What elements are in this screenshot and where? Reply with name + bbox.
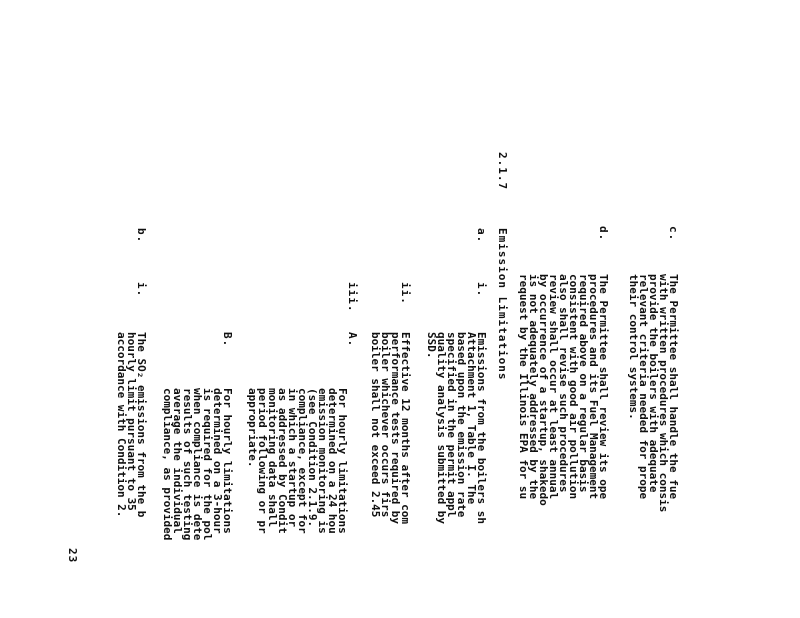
text-line: For hourly limitations (336, 388, 349, 534)
text-line: (see Condition 2.1.9. (306, 388, 319, 528)
text-line: based upon the emission rate (455, 332, 468, 518)
item-a-ii-label: ii. (399, 282, 412, 305)
text-line: results of such testing (181, 388, 194, 541)
item-c-text (628, 274, 678, 512)
text-line: request by the Illinois EPA for su (517, 274, 530, 500)
text-line: compliance, as provided (161, 388, 174, 541)
text-line: also shall revise such procedures (557, 274, 570, 493)
text-line: appropriate. (246, 388, 259, 468)
text-line: The Permittee shall handle the fue (667, 274, 680, 500)
item-b-label: b. (135, 228, 148, 244)
item-a-label: a. (475, 228, 488, 244)
item-d-label: d. (597, 226, 610, 242)
section-heading: Emission Limitations (496, 228, 509, 381)
text-line: boiler whichever occurs firs (379, 332, 392, 518)
text-line: consistent with good air pollution (567, 274, 580, 500)
text-line: boiler shall not exceed 2.45 (369, 332, 382, 518)
item-a-ii-text (370, 332, 410, 524)
item-a-i-text (426, 332, 486, 524)
item-a-i-label: i. (475, 282, 488, 298)
item-b-i-text (116, 332, 146, 517)
text-line: as addressed by Condit (276, 388, 289, 534)
section-number: 2.1.7 (496, 152, 509, 191)
text-line: specified in the permit appl (445, 332, 458, 518)
text-line: The Permittee shall review its ope (597, 274, 610, 500)
item-a-iii-label: iii. (346, 282, 359, 313)
text-line: with written procedures which consis (657, 274, 670, 513)
text-line: procedures and its Fuel Management (587, 274, 600, 500)
item-b-i-label: i. (135, 282, 148, 298)
text-line: is required for the pol (201, 388, 214, 541)
text-line: monitoring data shall (266, 388, 279, 528)
text-line: provide the boilers with adequate (647, 274, 660, 493)
text-line: relevant criteria needed for prope (637, 274, 650, 500)
text-line: Attachment 1, Table I. The (465, 332, 478, 505)
text-line: average the individual (171, 388, 184, 534)
text-line: Effective 12 months after com (399, 332, 412, 525)
text-line: SSD. (425, 332, 438, 359)
text-line: required above on a regular basis (577, 274, 590, 493)
text-line: by occurrence of a startup, shakedo (537, 274, 550, 506)
item-d-text (518, 274, 608, 506)
text-line: emission monitoring is (316, 388, 329, 534)
text-line: when compliance is dete (191, 388, 204, 541)
item-a-iii-A-label: A. (346, 332, 359, 348)
text-line: in which a startup or (286, 388, 299, 528)
text-line: determined on a 24 hou (326, 388, 339, 534)
text-line: compliance, except for (296, 388, 309, 534)
text-line: Emissions from the boilers sh (475, 332, 488, 525)
text-line: accordance with Condition 2. (115, 332, 128, 518)
text-line: is not adequately addressed by the (527, 274, 540, 500)
text-line: For hourly limitations (221, 388, 234, 534)
item-a-iii-B-text (162, 388, 232, 540)
text-line: The SO₂ emissions from the b (135, 332, 148, 518)
text-line: performance tests required by (389, 332, 402, 525)
text-line: their control systems. (627, 274, 640, 420)
page-number: 23 (66, 548, 79, 564)
text-line: determined on a 3-hour (211, 388, 224, 534)
item-a-iii-A-text (247, 388, 347, 534)
item-c-label: c. (667, 226, 680, 242)
item-a-iii-B-label: B. (221, 332, 234, 348)
text-line: review shall occur at least annual (547, 274, 560, 500)
text-line: hourly limit pursuant to 35 (125, 332, 138, 511)
text-line: period following or pr (256, 388, 269, 534)
text-line: quality analysis submitted by (435, 332, 448, 525)
